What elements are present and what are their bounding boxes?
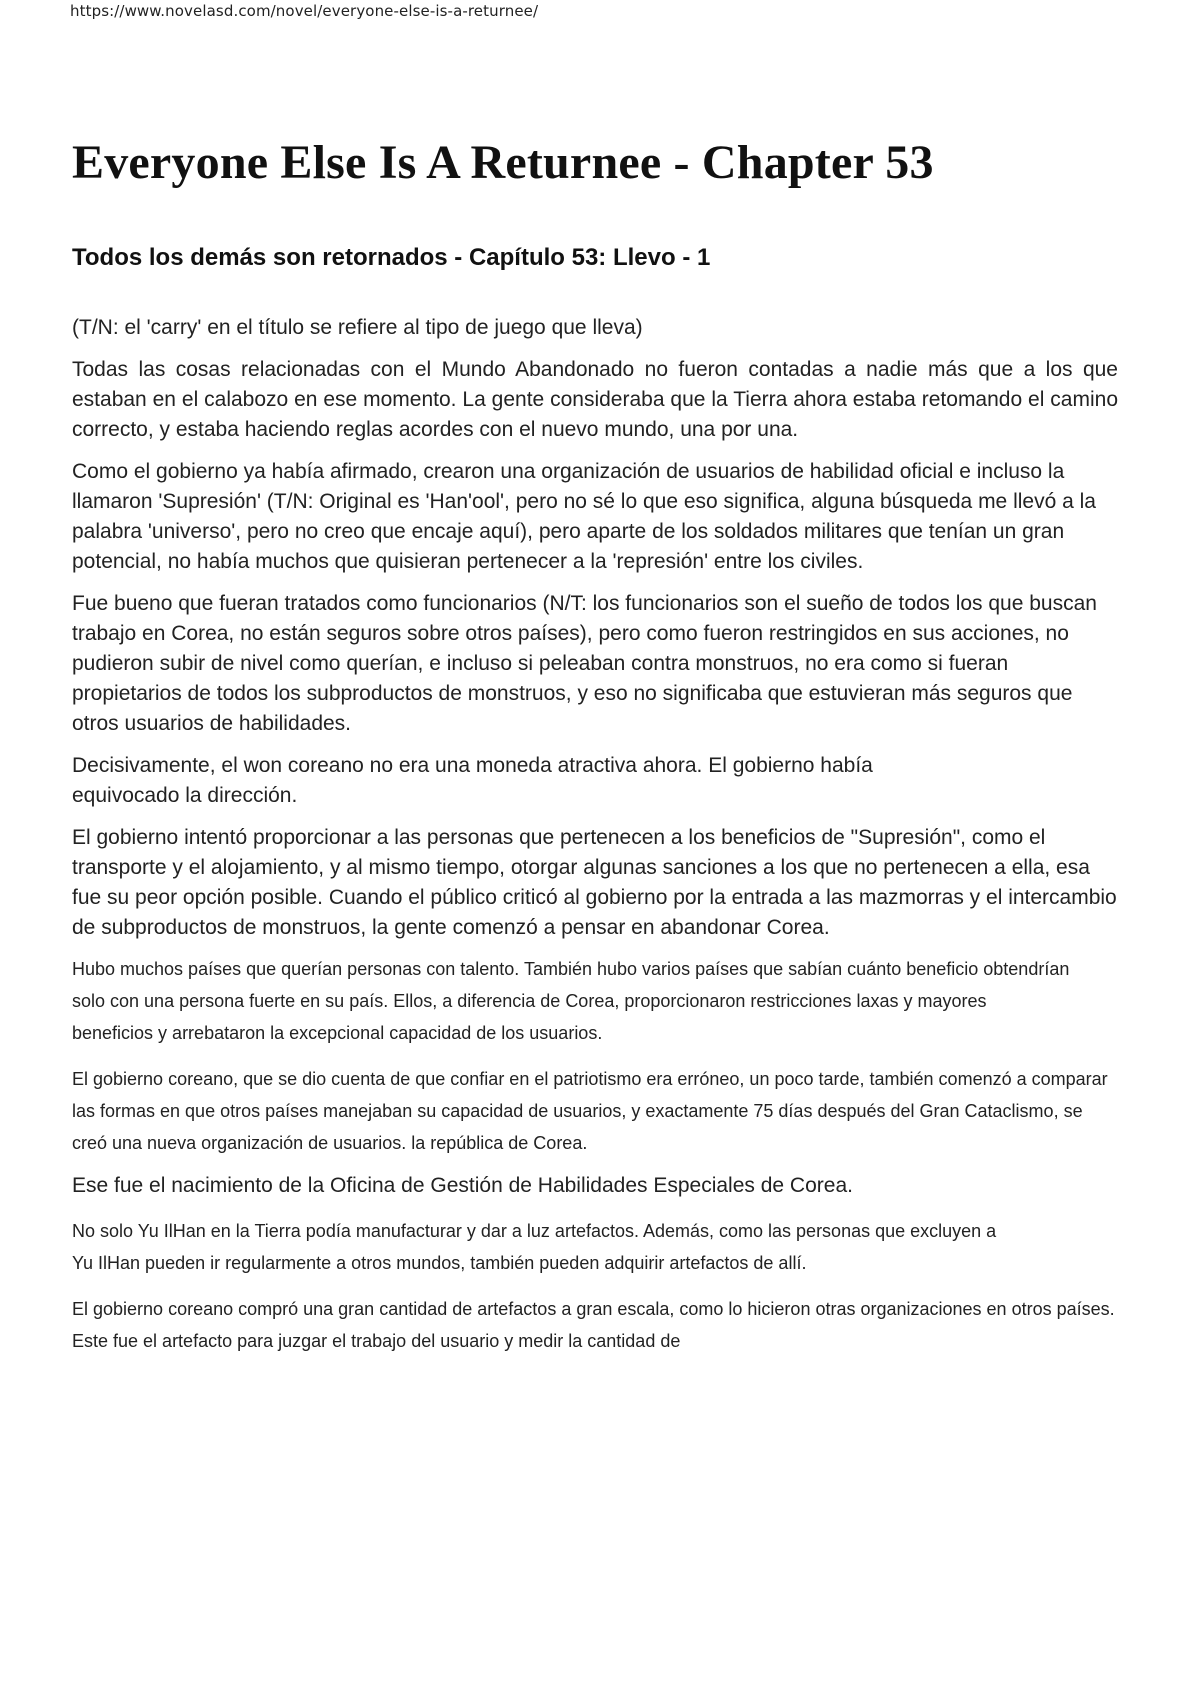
paragraph: Decisivamente, el won coreano no era una moneda atractiva ahora. El gobierno había equivocado la dirección.: [72, 754, 873, 807]
paragraph: Como el gobierno ya había afirmado, crearon una organización de usuarios de habilidad oficial e incluso la llamaron 'Supresión' (T/N: Original es 'Han'ool', pero no sé lo que eso significa, alguna búsqueda me llevó a la palabra 'universo', pero no creo que encaje aquí), pero aparte de los soldados militares que tenían un gran potencial, no había muchos que quisieran pertenecer a la 'represión' entre los civiles.: [72, 460, 1096, 573]
paragraph: Hubo muchos países que querían personas con talento. También hubo varios países que sabían cuánto beneficio obtendrían solo con una persona fuerte en su país. Ellos, a diferencia de Corea, proporcionaron restricciones laxas y mayores beneficios y arrebataron la excepcional capacidad de los usuarios.: [72, 959, 1070, 1043]
paragraph: Fue bueno que fueran tratados como funcionarios (N/T: los funcionarios son el sueño de todos los que buscan trabajo en Corea, no están seguros sobre otros países), pero como fueron restringidos en sus acciones, no pudieron subir de nivel como querían, e incluso si peleaban contra monstruos, no era como si fueran propietarios de todos los subproductos de monstruos, y eso no significaba que estuvieran más seguros que otros usuarios de habilidades.: [72, 592, 1097, 735]
page-title: Everyone Else Is A Returnee - Chapter 53: [72, 136, 934, 189]
paragraph: Ese fue el nacimiento de la Oficina de Gestión de Habilidades Especiales de Corea.: [72, 1174, 853, 1197]
paragraph: El gobierno coreano compró una gran cantidad de artefactos a gran escala, como lo hicieron otras organizaciones en otros países. Este fue el artefacto para juzgar el trabajo del usuario y medir la cantidad de: [72, 1299, 1115, 1351]
translator-note: (T/N: el 'carry' en el título se refiere al tipo de juego que lleva): [72, 316, 643, 339]
document-body: [72, 128, 1118, 1357]
chapter-subtitle: Todos los demás son retornados - Capítulo 53: Llevo - 1: [72, 244, 711, 271]
paragraph: El gobierno coreano, que se dio cuenta de que confiar en el patriotismo era erróneo, un poco tarde, también comenzó a comparar las formas en que otros países manejaban su capacidad de usuarios, y exactamente 75 días después del Gran Cataclismo, se creó una nueva organización de usuarios. la república de Corea.: [72, 1069, 1108, 1153]
paragraph: Todas las cosas relacionadas con el Mundo Abandonado no fueron contadas a nadie más que a los que estaban en el calabozo en ese momento. La gente consideraba que la Tierra ahora estaba retomando el camino correcto, y estaba haciendo reglas acordes con el nuevo mundo, una por una.: [72, 358, 1118, 441]
paragraph: No solo Yu IlHan en la Tierra podía manufacturar y dar a luz artefactos. Además, como las personas que excluyen a Yu IlHan pueden ir regularmente a otros mundos, también pueden adquirir artefactos de allí.: [72, 1221, 997, 1273]
paragraph: El gobierno intentó proporcionar a las personas que pertenecen a los beneficios de "Supresión", como el transporte y el alojamiento, y al mismo tiempo, otorgar algunas sanciones a los que no pertenecen a ella, esa fue su peor opción posible. Cuando el público criticó al gobierno por la entrada a las mazmorras y el intercambio de subproductos de monstruos, la gente comenzó a pensar en abandonar Corea.: [72, 826, 1117, 939]
page-url: https://www.novelasd.com/novel/everyone-else-is-a-returnee/: [70, 2, 539, 20]
